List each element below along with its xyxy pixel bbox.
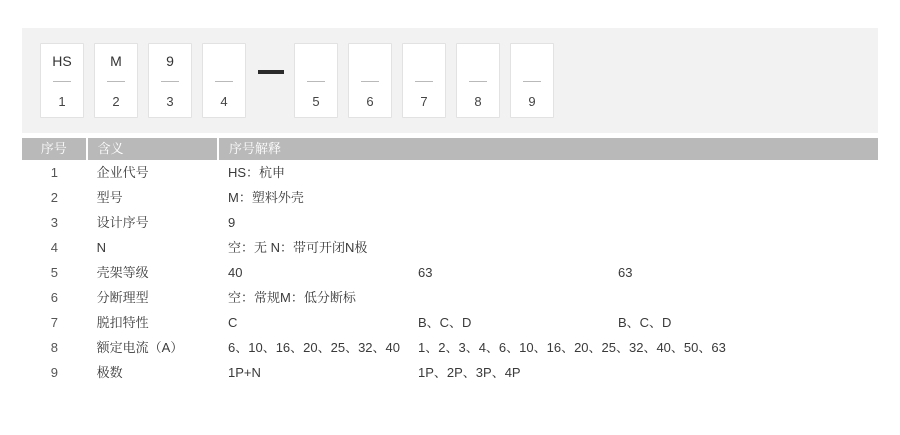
code-cell-1-divider: [53, 81, 71, 82]
code-cell-4: [202, 43, 246, 118]
table-row: [22, 360, 878, 385]
table-row: [22, 310, 878, 335]
code-cell-7-divider: [415, 81, 433, 82]
row-explanation-part-1: 9: [228, 215, 236, 230]
code-cell-2-index: 2: [112, 94, 120, 109]
row-explanation-part-1: 6、10、16、20、25、32、40: [228, 340, 400, 355]
code-cell-8-divider: [469, 81, 487, 82]
row-meaning: 企业代号: [96, 165, 149, 180]
column-header-explanation: 序号解释: [218, 138, 878, 160]
model-code-strip: [22, 28, 878, 133]
row-no: 7: [50, 315, 58, 330]
code-cell-7: [402, 43, 446, 118]
table-row: [22, 335, 878, 360]
row-explanation-part-3: 63: [618, 265, 633, 280]
row-meaning: 分断理型: [96, 290, 149, 305]
row-no: 8: [50, 340, 58, 355]
row-explanation-part-3: B、C、D: [618, 315, 672, 330]
row-no: 3: [50, 215, 58, 230]
row-meaning: 极数: [96, 365, 123, 380]
code-cell-3: [148, 43, 192, 118]
code-cell-1-index: 1: [58, 94, 66, 109]
row-explanation: [218, 285, 878, 310]
table-row: [22, 185, 878, 210]
row-explanation: [218, 260, 878, 285]
row-explanation: [218, 360, 878, 385]
row-no: 4: [50, 240, 58, 255]
code-legend-table: [22, 138, 878, 385]
row-explanation-part-2: 1、2、3、4、6、10、16、20、25、32、40、50、63: [418, 340, 726, 355]
row-explanation-part-2: B、C、D: [418, 315, 472, 330]
row-explanation: [218, 335, 878, 360]
row-explanation: [218, 310, 878, 335]
code-cell-6: [348, 43, 392, 118]
row-explanation: [218, 235, 878, 260]
code-cell-2-divider: [107, 81, 125, 82]
row-meaning: N: [96, 240, 107, 255]
code-cell-4-divider: [215, 81, 233, 82]
code-cell-5: [294, 43, 338, 118]
row-explanation: [218, 185, 878, 210]
code-cell-2: [94, 43, 138, 118]
code-separator-dash: [258, 70, 284, 74]
code-cell-3-value: 9: [166, 53, 174, 69]
row-meaning: 设计序号: [96, 215, 149, 230]
table-row: [22, 285, 878, 310]
code-cell-5-index: 5: [312, 94, 320, 109]
code-cell-9-index: 9: [528, 94, 536, 109]
row-no: 5: [50, 265, 58, 280]
code-cell-1: [40, 43, 84, 118]
table-header-row: [22, 138, 878, 160]
row-explanation-part-2: 1P、2P、3P、4P: [418, 365, 521, 380]
code-cell-9-divider: [523, 81, 541, 82]
code-cell-7-index: 7: [420, 94, 428, 109]
row-meaning: 壳架等级: [96, 265, 149, 280]
row-explanation-part-1: M：塑料外壳: [228, 190, 304, 205]
model-code-cells: [22, 43, 564, 118]
row-explanation: [218, 160, 878, 185]
table-row: [22, 210, 878, 235]
row-no: 9: [50, 365, 58, 380]
code-cell-5-divider: [307, 81, 325, 82]
code-cell-4-index: 4: [220, 94, 228, 109]
row-explanation: [218, 210, 878, 235]
code-cell-8: [456, 43, 500, 118]
row-no: 1: [50, 165, 58, 180]
code-cell-1-value: HS: [52, 53, 72, 69]
row-no: 2: [50, 190, 58, 205]
table-row: [22, 235, 878, 260]
row-explanation-part-1: 空：无 N：带可开闭N极: [228, 240, 368, 255]
code-cell-8-index: 8: [474, 94, 482, 109]
row-no: 6: [50, 290, 58, 305]
table-header: [22, 138, 878, 160]
column-header-meaning: 含义: [87, 138, 218, 160]
row-explanation-part-1: HS：杭申: [228, 165, 286, 180]
code-cell-6-index: 6: [366, 94, 374, 109]
row-explanation-part-1: 40: [228, 265, 243, 280]
code-cell-3-index: 3: [166, 94, 174, 109]
row-explanation-part-1: C: [228, 315, 238, 330]
code-cell-3-divider: [161, 81, 179, 82]
code-cell-6-divider: [361, 81, 379, 82]
table-row: [22, 260, 878, 285]
row-meaning: 型号: [96, 190, 123, 205]
row-explanation-part-2: 63: [418, 265, 433, 280]
column-header-no: 序号: [22, 138, 87, 160]
code-cell-9: [510, 43, 554, 118]
table-row: [22, 160, 878, 185]
table-body: [22, 160, 878, 385]
row-meaning: 额定电流（A）: [96, 340, 184, 355]
row-explanation-part-1: 空：常规M：低分断标: [228, 290, 356, 305]
row-explanation-part-1: 1P+N: [228, 365, 261, 380]
row-meaning: 脱扣特性: [96, 315, 149, 330]
code-cell-2-value: M: [110, 53, 122, 69]
